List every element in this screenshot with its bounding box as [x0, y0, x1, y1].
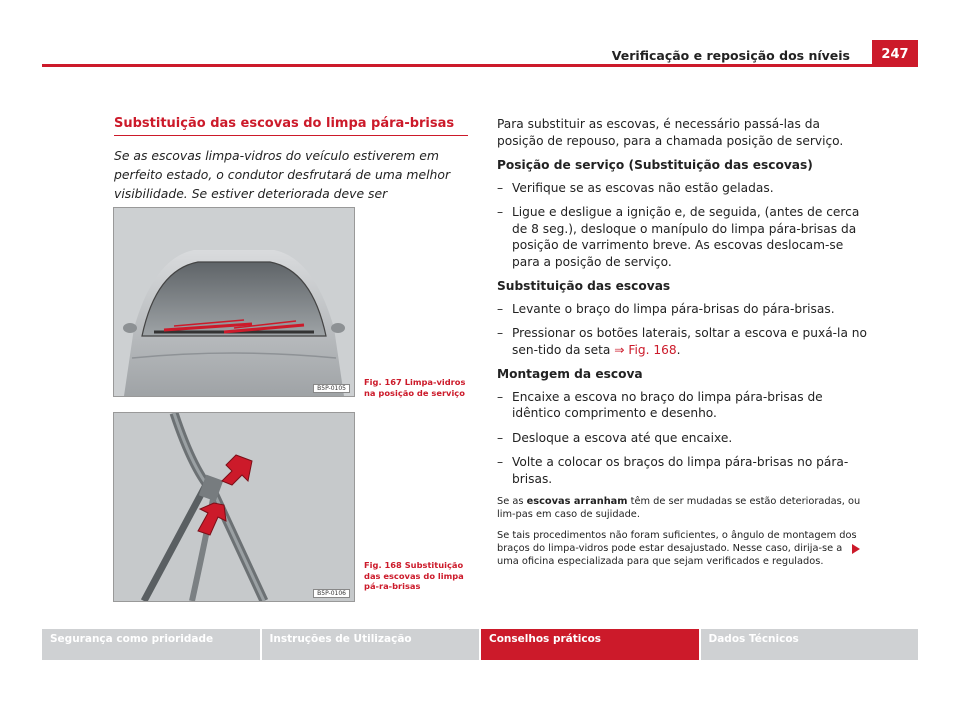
list-item: – Pressionar os botões laterais, soltar a escova e puxá-la no sen-tido da seta ⇒ Fig. 168. [497, 326, 867, 357]
tab-conselhos[interactable]: Conselhos práticos [481, 629, 699, 660]
tab-instrucoes[interactable]: Instruções de Utilização [262, 629, 480, 660]
section-title: Substituição das escovas do limpa pára-brisas [114, 116, 468, 136]
figure-168-image [113, 412, 355, 602]
note-paragraph: Se tais procedimentos não foram suficientes, o ângulo de montagem dos braços do limpa-vidros pode estar desajustado. Nesse caso, dirija-se a uma oficina especializada para que sejam verificados e regulados. [497, 530, 857, 567]
intro-paragraph: Se as escovas limpa-vidros do veículo estiverem em perfeito estado, o condutor desfrutará de uma melhor visibilidade. Se estiver deteriorada deve ser [114, 148, 451, 201]
tab-seguranca[interactable]: Segurança como prioridade [42, 629, 260, 660]
list-item: – Verifique se as escovas não estão geladas. [497, 180, 774, 195]
figure-link[interactable]: ⇒ Fig. 168 [614, 342, 677, 357]
running-title: Verificação e reposição dos níveis [611, 48, 850, 63]
tab-dados[interactable]: Dados Técnicos [701, 629, 919, 660]
list-item: – Encaixe a escova no braço do limpa pára-brisas de idêntico comprimento e desenho. [497, 389, 823, 420]
figure-168-caption: Fig. 168 Substituição das escovas do limpa pá-ra-brisas [364, 560, 464, 591]
wiper-blade-illustration [114, 413, 354, 601]
figure-code: B5P-0106 [313, 589, 350, 598]
list-item: – Ligue e desligue a ignição e, de seguida, (antes de cerca de 8 seg.), desloque o manípulo do limpa pára-brisas da posição de varrimento breve. As escovas deslocam-se para a posição de serviço. [497, 205, 860, 269]
header-rule [42, 64, 918, 67]
figure-code: B5P-0105 [313, 384, 350, 393]
paragraph: Para substituir as escovas, é necessário passá-las da posição de repouso, para a chamada posição de serviço. [497, 117, 844, 148]
note-paragraph: Se as escovas arranham têm de ser mudadas se estão deterioradas, ou lim-pas em caso de sujidade. [497, 496, 861, 520]
list-item: – Volte a colocar os braços do limpa pára-brisas no pára-brisas. [497, 455, 849, 486]
car-front-illustration [114, 208, 354, 396]
page-number: 247 [872, 40, 918, 67]
right-column [497, 116, 867, 576]
subheading: Substituição das escovas [497, 279, 671, 293]
figure-167-image [113, 207, 355, 397]
subheading: Posição de serviço (Substituição das escovas) [497, 158, 813, 172]
footer-nav [42, 629, 918, 660]
figure-167-caption: Fig. 167 Limpa-vidros na posição de serviço [364, 377, 466, 398]
subheading: Montagem da escova [497, 367, 643, 381]
list-item: – Desloque a escova até que encaixe. [497, 430, 733, 445]
continue-arrow-icon [852, 544, 860, 554]
list-item: – Levante o braço do limpa pára-brisas do pára-brisas. [497, 301, 835, 316]
